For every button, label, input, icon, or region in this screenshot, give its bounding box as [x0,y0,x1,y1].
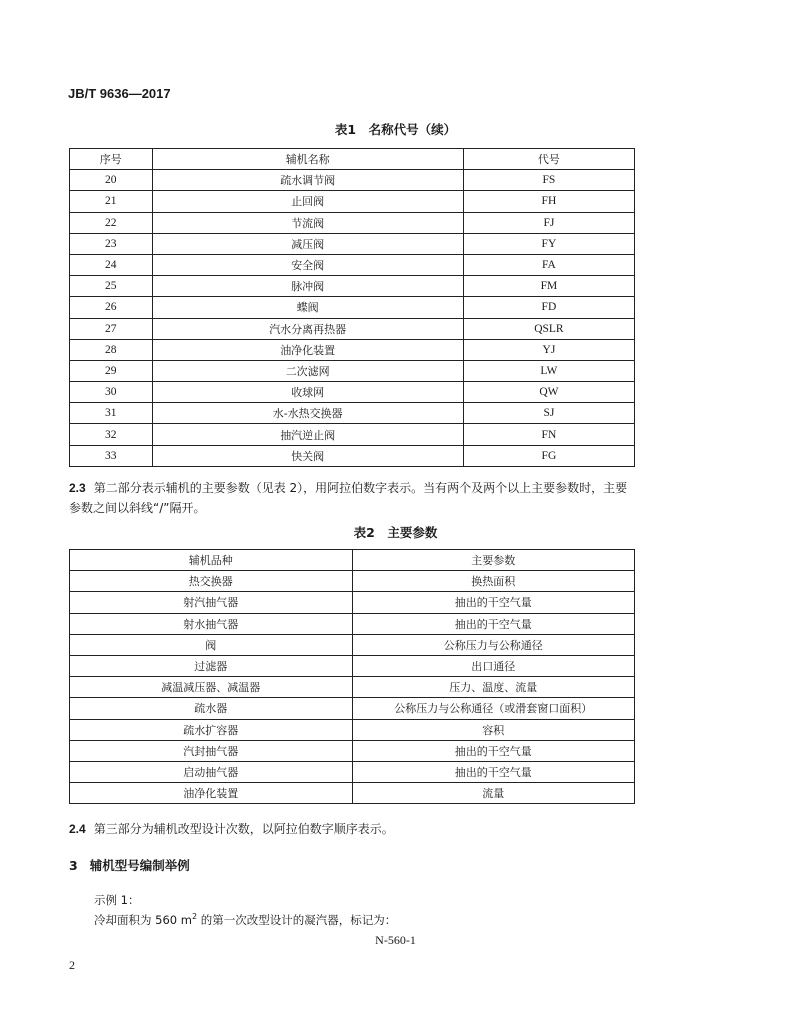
table-row [70,212,635,233]
cell-code: FM [463,276,634,297]
table-row [70,740,635,761]
clause-text: 第三部分为辅机改型设计次数，以阿拉伯数字顺序表示。 [93,822,394,836]
table-row [70,339,635,360]
cell-name: 疏水调节阀 [152,170,463,191]
cell-serial: 30 [70,382,153,403]
cell-name: 快关阀 [152,445,463,466]
cell-equipment-type: 油净化装置 [70,783,353,804]
table2-main-parameters [69,549,635,804]
cell-main-parameter: 抽出的干空气量 [352,613,635,634]
cell-serial: 32 [70,424,153,445]
cell-equipment-type: 疏水扩容器 [70,719,353,740]
cell-main-parameter: 流量 [352,783,635,804]
table-row [70,360,635,381]
cell-name: 蝶阀 [152,297,463,318]
table-row [70,191,635,212]
cell-equipment-type: 射汽抽气器 [70,592,353,613]
table-row [70,655,635,676]
cell-equipment-type: 启动抽气器 [70,761,353,782]
example-text-after: 的第一次改型设计的凝汽器，标记为： [197,913,397,927]
example-designation: N-560-1 [375,933,416,947]
cell-name: 汽水分离再热器 [152,318,463,339]
table-row [70,382,635,403]
cell-code: FH [463,191,634,212]
cell-main-parameter: 容积 [352,719,635,740]
clause-text: 第二部分表示辅机的主要参数（见表 2），用阿拉伯数字表示。当有两个及两个以上主要参数时，主要参数之间以斜线“/”隔开。 [69,481,628,515]
cell-serial: 29 [70,360,153,381]
cell-code: SJ [463,403,634,424]
paragraph-2-3 [69,478,639,518]
table-row [70,761,635,782]
table1-header-code: 代号 [463,149,634,170]
cell-code: FY [463,233,634,254]
cell-name: 油净化装置 [152,339,463,360]
cell-serial: 23 [70,233,153,254]
table1-caption: 表1 名称代号（续） [334,122,457,137]
table-row [70,403,635,424]
table-row [70,276,635,297]
example-text [94,912,396,928]
table-row [70,613,635,634]
cell-code: FS [463,170,634,191]
table-row [70,445,635,466]
table1-header-name: 辅机名称 [152,149,463,170]
standard-number: JB/T 9636—2017 [68,86,171,101]
cell-code: FG [463,445,634,466]
table2-header-type: 辅机品种 [70,550,353,571]
cell-serial: 33 [70,445,153,466]
example-superscript: 2 [191,912,198,922]
cell-code: QW [463,382,634,403]
cell-main-parameter: 抽出的干空气量 [352,740,635,761]
cell-name: 安全阀 [152,254,463,275]
cell-equipment-type: 射水抽气器 [70,613,353,634]
table-row [70,634,635,655]
table-row [70,297,635,318]
example-text-before: 冷却面积为 560 m [94,913,192,927]
cell-equipment-type: 汽封抽气器 [70,740,353,761]
cell-main-parameter: 换热面积 [352,571,635,592]
cell-serial: 27 [70,318,153,339]
cell-code: FN [463,424,634,445]
section-heading [69,856,190,874]
cell-equipment-type: 热交换器 [70,571,353,592]
table-row [70,571,635,592]
cell-serial: 22 [70,212,153,233]
cell-code: QSLR [463,318,634,339]
section-number: 3 [69,858,78,873]
cell-name: 止回阀 [152,191,463,212]
cell-code: FA [463,254,634,275]
cell-equipment-type: 阀 [70,634,353,655]
clause-number: 2.3 [69,481,86,495]
cell-code: FD [463,297,634,318]
cell-name: 脉冲阀 [152,276,463,297]
table2-header-parameter: 主要参数 [352,550,635,571]
cell-serial: 25 [70,276,153,297]
cell-equipment-type: 减温减压器、减温器 [70,677,353,698]
table-row [70,424,635,445]
cell-name: 抽汽逆止阀 [152,424,463,445]
cell-code: YJ [463,339,634,360]
cell-serial: 24 [70,254,153,275]
table2-header-row [70,550,635,571]
table-row [70,719,635,740]
cell-serial: 26 [70,297,153,318]
table-row [70,233,635,254]
section-title: 辅机型号编制举例 [89,858,190,873]
cell-name: 二次滤网 [152,360,463,381]
cell-equipment-type: 疏水器 [70,698,353,719]
cell-main-parameter: 公称压力与公称通径 [352,634,635,655]
cell-main-parameter: 公称压力与公称通径（或滑套窗口面积） [352,698,635,719]
cell-main-parameter: 抽出的干空气量 [352,592,635,613]
cell-serial: 31 [70,403,153,424]
cell-main-parameter: 压力、温度、流量 [352,677,635,698]
cell-serial: 28 [70,339,153,360]
cell-main-parameter: 出口通径 [352,655,635,676]
cell-main-parameter: 抽出的干空气量 [352,761,635,782]
table-row [70,677,635,698]
table-row [70,592,635,613]
cell-serial: 20 [70,170,153,191]
cell-code: FJ [463,212,634,233]
table2-caption: 表2 主要参数 [353,525,438,540]
clause-number: 2.4 [69,822,86,836]
cell-name: 水-水热交换器 [152,403,463,424]
cell-serial: 21 [70,191,153,212]
table-row [70,698,635,719]
paragraph-2-4 [69,819,639,839]
table-row [70,254,635,275]
cell-name: 收球网 [152,382,463,403]
table-row [70,783,635,804]
page-number: 2 [69,958,75,972]
table1-header-serial: 序号 [70,149,153,170]
table-row [70,170,635,191]
cell-equipment-type: 过滤器 [70,655,353,676]
table-row [70,318,635,339]
cell-name: 减压阀 [152,233,463,254]
cell-name: 节流阀 [152,212,463,233]
cell-code: LW [463,360,634,381]
table1-header-row [70,149,635,170]
example-title: 示例 1： [94,893,140,907]
table1-name-codes [69,148,635,467]
